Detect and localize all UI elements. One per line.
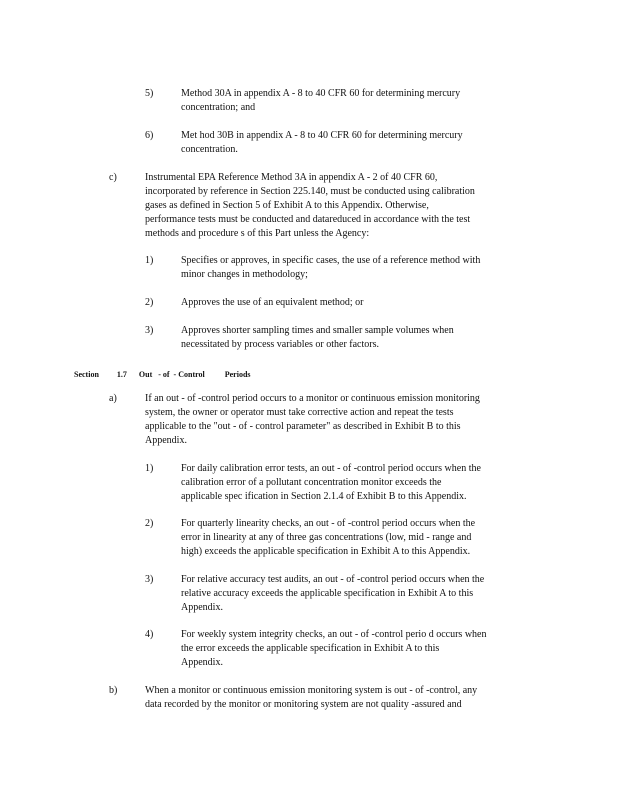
text-line: Appendix. xyxy=(181,657,223,668)
item-label: 5) xyxy=(145,88,154,99)
item-text xyxy=(181,573,541,615)
text-line: For relative accuracy test audits, an out - of -control period occurs when the xyxy=(181,574,485,585)
text-line: Appendix. xyxy=(145,435,187,446)
text-line: minor changes in methodology; xyxy=(181,269,308,280)
item-text xyxy=(181,517,541,559)
item-text xyxy=(145,684,545,712)
text-line: Method 30A in appendix A - 8 to 40 CFR 60 for determining mercury xyxy=(181,88,461,99)
text-line: error in linearity at any of three gas concentrations (low, mid - range and xyxy=(181,532,472,543)
text-line: applicable to the "out - of - control parameter" as described in Exhibit B to this xyxy=(145,421,461,432)
item-text xyxy=(181,254,541,282)
text-line: For weekly system integrity checks, an out - of -control perio d occurs when xyxy=(181,629,487,640)
text-line: relative accuracy exceeds the applicable specification in Exhibit A to this xyxy=(181,588,474,599)
item-text xyxy=(181,462,541,504)
item-label: 1) xyxy=(145,255,154,266)
section-number: 1.7 xyxy=(116,370,127,379)
text-line: Instrumental EPA Reference Method 3A in appendix A - 2 of 40 CFR 60, xyxy=(145,172,438,183)
item-text xyxy=(181,87,507,115)
item-label: 2) xyxy=(145,297,154,308)
text-line: system, the owner or operator must take corrective action and repeat the tests xyxy=(145,407,454,418)
text-line: applicable spec ification in Section 2.1.4 of Exhibit B to this Appendix. xyxy=(181,491,467,502)
item-label: a) xyxy=(109,393,117,404)
item-label: 3) xyxy=(145,325,154,336)
item-label: 4) xyxy=(145,629,154,640)
item-text xyxy=(181,129,507,157)
text-line: If an out - of -control period occurs to a monitor or continuous emission monitoring xyxy=(145,393,480,404)
item-label: 2) xyxy=(145,518,154,529)
section-heading xyxy=(74,368,251,382)
item-text xyxy=(181,296,541,310)
item-label: 3) xyxy=(145,574,154,585)
text-line: Approves the use of an equivalent method; or xyxy=(181,297,364,308)
text-line: Appendix. xyxy=(181,602,223,613)
item-label: 1) xyxy=(145,463,154,474)
text-line: performance tests must be conducted and datareduced in accordance with the test xyxy=(145,214,471,225)
text-line: When a monitor or continuous emission monitoring system is out - of -control, any xyxy=(145,685,478,696)
text-line: For daily calibration error tests, an out - of -control period occurs when the xyxy=(181,463,481,474)
text-line: calibration error of a pollutant concentration monitor exceeds the xyxy=(181,477,442,488)
text-line: the error exceeds the applicable specification in Exhibit A to this xyxy=(181,643,440,654)
item-text xyxy=(181,324,541,352)
item-text xyxy=(145,392,545,448)
text-line: methods and procedure s of this Part unless the Agency: xyxy=(145,228,370,239)
text-line: concentration; and xyxy=(181,102,256,113)
item-text xyxy=(145,171,575,241)
text-line: necessitated by process variables or other factors. xyxy=(181,339,379,350)
item-text xyxy=(181,628,541,670)
section-title: Out - of - Control Periods xyxy=(138,370,251,379)
item-label: b) xyxy=(109,685,118,696)
text-line: incorporated by reference in Section 225.140, must be conducted using calibration xyxy=(145,186,475,197)
text-line: gases as defined in Section 5 of Exhibit A to this Appendix. Otherwise, xyxy=(145,200,429,211)
text-line: data recorded by the monitor or monitoring system are not quality -assured and xyxy=(145,699,462,710)
text-line: high) exceeds the applicable specification in Exhibit A to this Appendix. xyxy=(181,546,471,557)
text-line: Met hod 30B in appendix A - 8 to 40 CFR 60 for determining mercury xyxy=(181,130,463,141)
text-line: concentration. xyxy=(181,144,238,155)
text-line: Approves shorter sampling times and smaller sample volumes when xyxy=(181,325,454,336)
text-line: For quarterly linearity checks, an out - of -control period occurs when the xyxy=(181,518,476,529)
item-label: 6) xyxy=(145,130,154,141)
text-line: Specifies or approves, in specific cases, the use of a reference method with xyxy=(181,255,481,266)
item-label: c) xyxy=(109,172,117,183)
section-word: Section xyxy=(74,370,99,379)
